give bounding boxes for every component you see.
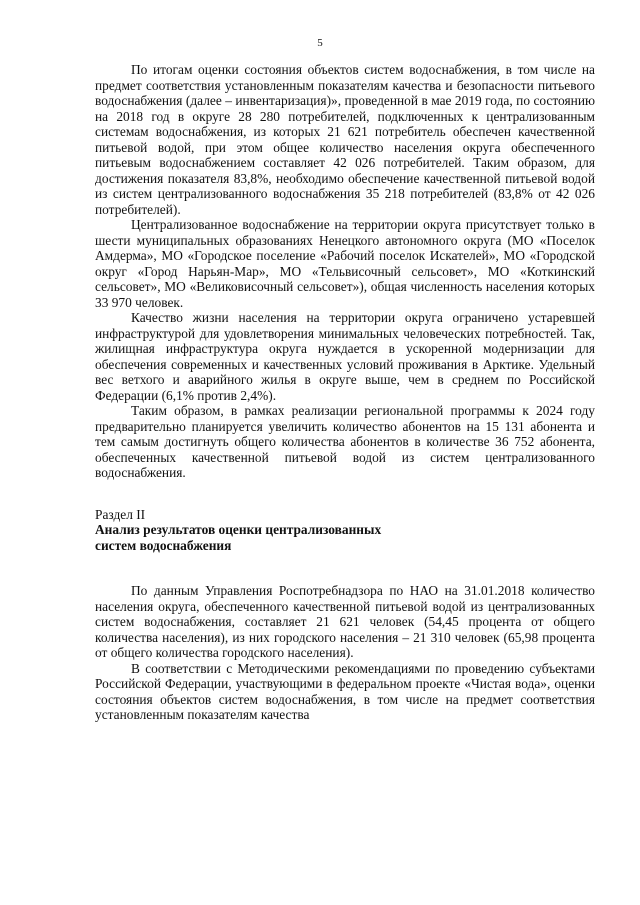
section-title-line-2: систем водоснабжения bbox=[95, 537, 232, 553]
paragraph-inventory-results: По итогам оценки состояния объектов систем водоснабжения, в том числе на предмет соответствия установленным показателям качества и безопасности питьевого водоснабжения (далее – инвентаризация)», проведенной в мае 2019 года, по состоянию на 2018 год в округе 28 280 потребителей, подключенных к централизованным системам водоснабжения, из которых 21 621 потребитель обеспечен качественной питьевой водой, при этом общее количество населения округа обеспеченного питьевым водоснабжением составляет 42 026 потребителей. Таким образом, для достижения показателя 83,8%, необходимо обеспечение качественной питьевой водой из систем централизованного водоснабжения 35 218 потребителей (83,8% от 42 026 потребителей). bbox=[95, 62, 595, 217]
paragraph-program-plan: Таким образом, в рамках реализации региональной программы к 2024 году предварительно планируется увеличить количество абонентов на 15 131 абонента и тем самым достигнуть общего количества абонентов в количестве 36 752 абонента, обеспеченных качественной питьевой водой из систем централизованного водоснабжения. bbox=[95, 403, 595, 480]
section-header bbox=[95, 507, 595, 554]
paragraph-centralized-supply: Централизованное водоснабжение на территории округа присутствует только в шести муниципальных образованиях Ненецкого автономного округа (МО «Поселок Амдерма», МО «Городское поселение «Рабочий поселок Искателей», МО «Городской округ «Город Нарьян-Мар», МО «Тельвисочный сельсовет», МО «Коткинский сельсовет», МО «Великовисочный сельсовет»), общая численность населения которых 33 970 человек. bbox=[95, 217, 595, 310]
section-title bbox=[95, 522, 595, 553]
paragraph-methodical-recommendations: В соответствии с Методическими рекомендациями по проведению субъектами Российской Федерации, участвующими в федеральном проекте «Чистая вода», оценки состояния объектов систем водоснабжения, в том числе на предмет соответствия установленным показателям качества bbox=[95, 660, 595, 722]
paragraph-quality-of-life: Качество жизни населения на территории округа ограничено устаревшей инфраструктурой для удовлетворения минимальных человеческих потребностей. Так, жилищная инфраструктура округа нуждается в ускоренной модернизации для обеспечения современных и качественных условий проживания в Арктике. Удельный вес ветхого и аварийного жилья в округе выше, чем в среднем по Российской Федерации (6,1% против 2,4%). bbox=[95, 310, 595, 403]
section-label: Раздел II bbox=[95, 506, 146, 522]
section-body bbox=[95, 583, 595, 723]
page-number: 5 bbox=[317, 37, 323, 49]
paragraph-rospotrebnadzor-data: По данным Управления Роспотребнадзора по НАО на 31.01.2018 количество населения округа, обеспеченного качественной питьевой водой из централизованных систем водоснабжения, составляет 21 621 человек (54,45 процента от общего количества населения), из них городского населения – 21 310 человек (65,98 процента от общего количества городского населения). bbox=[95, 583, 595, 660]
document-body bbox=[95, 62, 595, 723]
section-title-line-1: Анализ результатов оценки централизованных bbox=[95, 522, 382, 537]
